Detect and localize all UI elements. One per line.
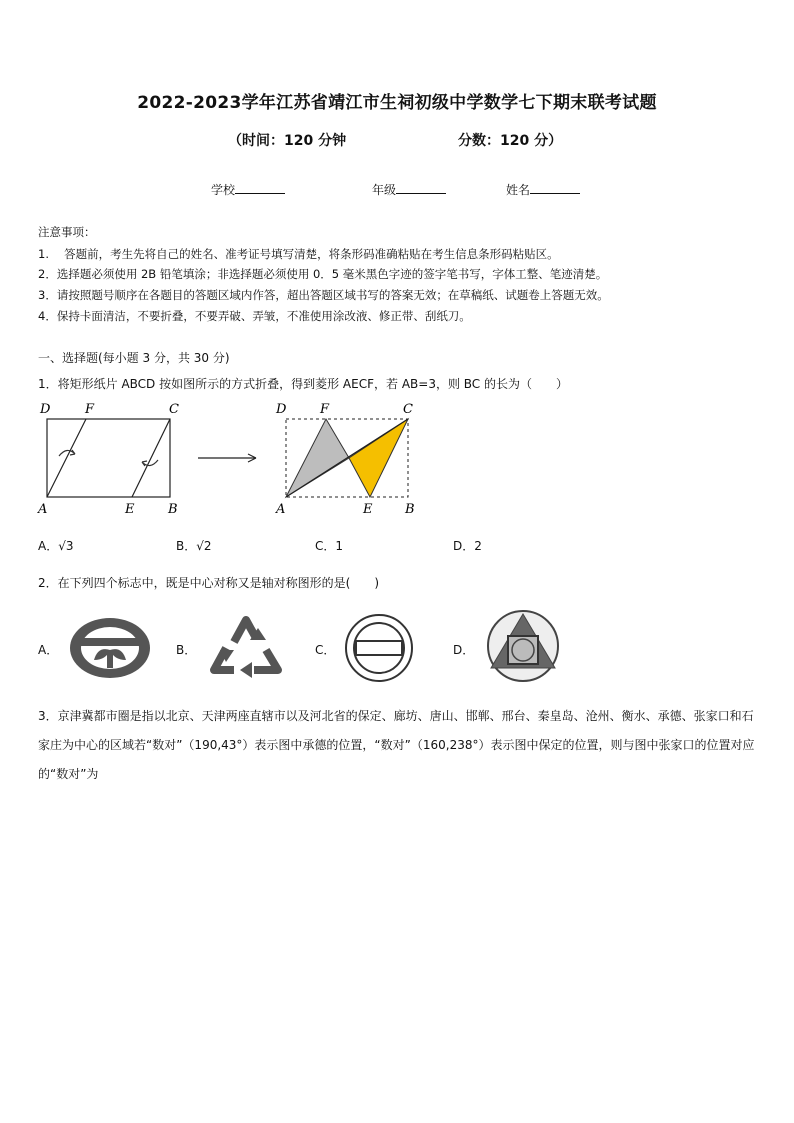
logo-a-icon — [67, 614, 153, 682]
label-d2: D — [276, 402, 287, 417]
question-3-text: 3．京津冀都市圈是指以北京、天津两座直辖市以及河北省的保定、廊坊、唐山、邯郸、邢台、秦皇岛、沧州、衡水、承德、张家口和石家庄为中心的区域若“数对”（190,43°）表示图中承德的位置，“数对”（160,238°）表示图中保定的位置，则与图中张家口的位置对应的“数对”为 — [38, 709, 755, 781]
q1-option-a[interactable]: A．√3 — [38, 539, 74, 553]
q1-option-c[interactable]: C．1 — [315, 539, 344, 553]
q2-option-c[interactable]: C． — [315, 643, 336, 657]
notice-item-3: 3．请按照题号顺序在各题目的答题区域内作答，超出答题区域书写的答案无效；在草稿纸、试题卷上答题无效。 — [38, 288, 609, 302]
label-a2: A — [276, 502, 286, 517]
notice-item-2: 2．选择题必须使用 2B 铅笔填涂；非选择题必须使用 0．5 毫米黑色字迹的签字笔书写，字体工整、笔迹清楚。 — [38, 267, 608, 281]
label-a1: A — [38, 502, 48, 517]
question-2-text: 2．在下列四个标志中，既是中心对称又是轴对称图形的是( ) — [38, 576, 380, 590]
q1-option-d[interactable]: D．2 — [453, 539, 482, 553]
q1-option-b[interactable]: B．√2 — [176, 539, 212, 553]
fold-arrow-left-icon — [59, 450, 75, 456]
notice-heading: 注意事项： — [38, 225, 96, 239]
q2-option-d[interactable]: D． — [453, 643, 475, 657]
label-e1: E — [125, 502, 135, 517]
grade-label: 年级 — [372, 183, 397, 197]
grade-blank[interactable] — [396, 181, 446, 194]
sqrt3-value: √3 — [58, 539, 74, 553]
label-f2: F — [320, 402, 330, 417]
triangle-square-icon — [485, 608, 561, 684]
sqrt2-value: √2 — [196, 539, 212, 553]
name-blank[interactable] — [530, 181, 580, 194]
grade-field — [372, 181, 446, 198]
school-field — [211, 181, 285, 198]
exam-score: 分数：120 分） — [458, 133, 563, 149]
page-title: 2022-2023学年江苏省靖江市生祠初级中学数学七下期末联考试题 — [137, 93, 657, 113]
label-c1: C — [169, 402, 179, 417]
notice-item-4: 4．保持卡面清洁，不要折叠，不要弄破、弄皱，不准使用涂改液、修正带、刮纸刀。 — [38, 309, 471, 323]
label-f1: F — [85, 402, 95, 417]
question-1-text: 1．将矩形纸片 ABCD 按如图所示的方式折叠，得到菱形 AECF，若 AB=3，则 BC 的长为（ ） — [38, 377, 568, 391]
label-e2: E — [363, 502, 373, 517]
label-b2: B — [405, 502, 415, 517]
label-d1: D — [40, 402, 51, 417]
question-1-figure — [30, 398, 430, 523]
label-b1: B — [168, 502, 178, 517]
q2-option-b[interactable]: B． — [176, 643, 197, 657]
yellow-triangle — [349, 419, 408, 497]
school-label: 学校 — [211, 183, 236, 197]
notice-item-1: 1. 答题前，考生先将自己的姓名、准考证号填写清楚，将条形码准确粘贴在考生信息条形码粘贴区。 — [38, 247, 559, 261]
exam-time: （时间：120 分钟 — [228, 133, 347, 149]
circle-bar-icon — [344, 612, 414, 684]
recycle-icon — [204, 606, 288, 686]
school-blank[interactable] — [235, 181, 285, 194]
name-label: 姓名 — [506, 183, 531, 197]
label-c2: C — [403, 402, 413, 417]
diagonal-ac — [286, 419, 408, 497]
fold-line-ec — [132, 419, 170, 497]
name-field — [506, 181, 580, 198]
gray-triangle — [286, 419, 349, 497]
q2-option-a[interactable]: A． — [38, 643, 59, 657]
section-title: 一、选择题(每小题 3 分，共 30 分) — [38, 351, 230, 365]
fold-line-af — [47, 419, 86, 497]
